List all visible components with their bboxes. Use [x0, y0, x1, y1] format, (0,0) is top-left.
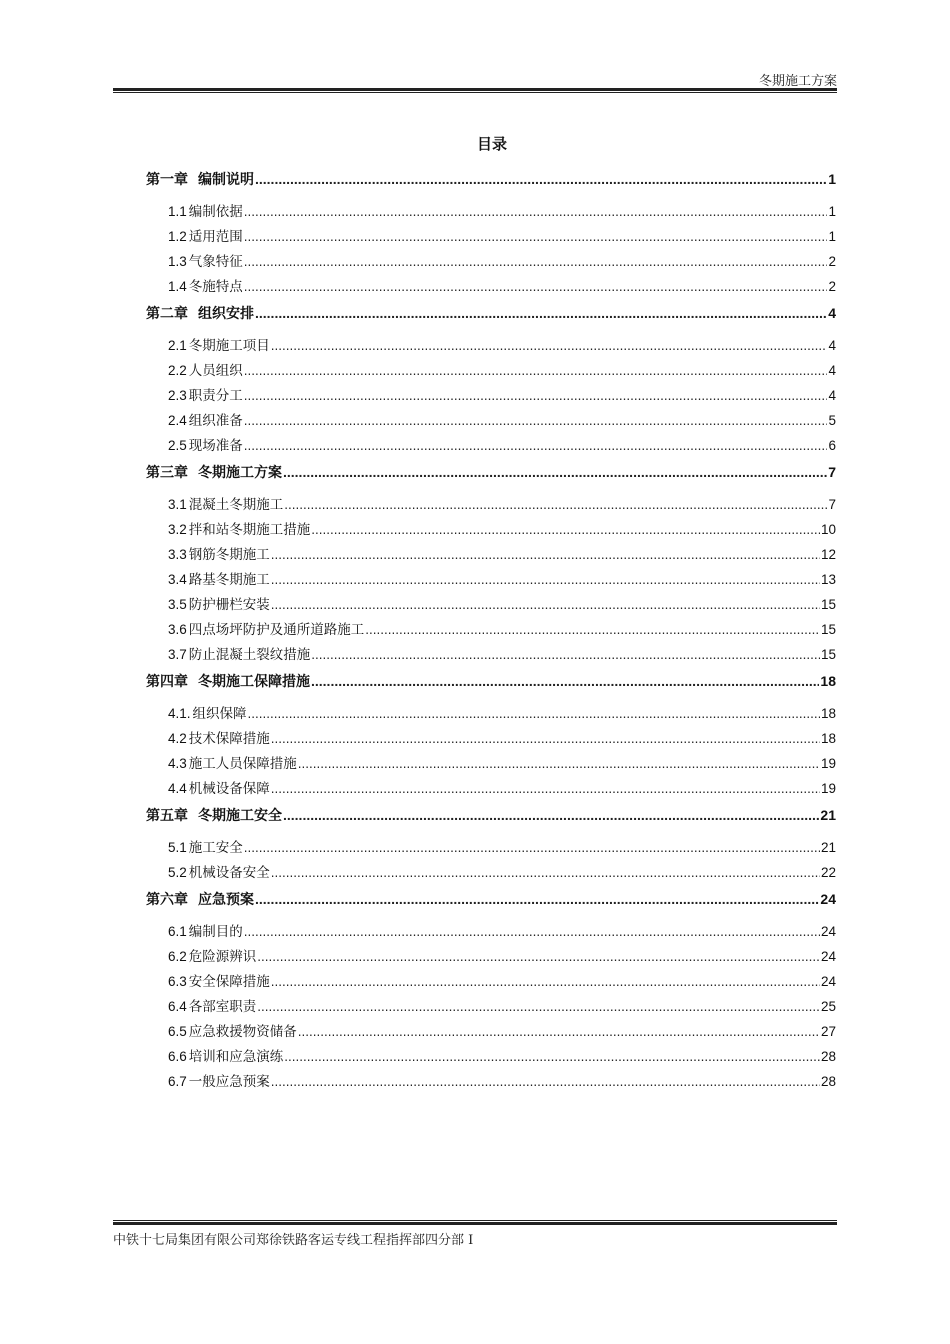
toc-section-entry[interactable] [146, 1069, 836, 1094]
toc-section-entry[interactable] [146, 433, 836, 458]
toc-entry-title: 冬期施工安全 [198, 807, 282, 823]
toc-dot-leader [255, 300, 827, 327]
toc-section-entry[interactable] [146, 860, 836, 885]
toc-entry-number: 3.5 [168, 597, 187, 612]
toc-dot-leader [244, 433, 828, 458]
toc-entry-page: 4 [828, 338, 836, 353]
toc-entry-title: 危险源辨识 [188, 949, 257, 965]
toc-entry-number: 3.2 [168, 522, 187, 537]
toc-entry-number: 4.4 [168, 781, 187, 796]
toc-entry-page: 1 [828, 229, 836, 244]
toc-section-entry[interactable] [146, 408, 836, 433]
toc-section-entry[interactable] [146, 592, 836, 617]
toc-entry-title: 冬施特点 [188, 279, 243, 295]
toc-entry-number: 第五章 [146, 807, 188, 823]
toc-section-entry[interactable] [146, 726, 836, 751]
toc-entry-title: 机械设备保障 [188, 781, 270, 797]
toc-entry-number: 4.1. [168, 706, 191, 721]
toc-chapter-entry[interactable] [146, 886, 836, 919]
toc-entry-number: 4.2 [168, 731, 187, 746]
toc-dot-leader [365, 617, 820, 642]
toc-section-entry[interactable] [146, 249, 836, 274]
toc-entry-number: 6.3 [168, 974, 187, 989]
toc-entry-number: 2.1 [168, 338, 187, 353]
toc-section-entry[interactable] [146, 969, 836, 994]
toc-entry-page: 7 [828, 464, 836, 480]
toc-entry-title: 机械设备安全 [188, 865, 270, 881]
toc-entry-number: 1.3 [168, 254, 187, 269]
toc-section-entry[interactable] [146, 358, 836, 383]
toc-dot-leader [298, 751, 820, 776]
header-rule [113, 88, 837, 93]
toc-entry-page: 5 [828, 413, 836, 428]
toc-entry-number: 第四章 [146, 673, 188, 689]
toc-dot-leader [283, 802, 819, 829]
toc-entry-number: 2.2 [168, 363, 187, 378]
toc-dot-leader [271, 776, 820, 801]
toc-entry-title: 人员组织 [188, 363, 243, 379]
toc-section-entry[interactable] [146, 383, 836, 408]
toc-entry-title: 冬期施工方案 [198, 464, 282, 480]
toc-entry-page: 13 [820, 572, 836, 587]
toc-dot-leader [271, 567, 820, 592]
toc-section-entry[interactable] [146, 751, 836, 776]
toc-entry-number: 3.1 [168, 497, 187, 512]
toc-dot-leader [248, 701, 820, 726]
toc-dot-leader [283, 459, 827, 486]
toc-entry-number: 2.5 [168, 438, 187, 453]
toc-entry-page: 4 [828, 363, 836, 378]
toc-entry-title: 路基冬期施工 [188, 572, 270, 588]
toc-section-entry[interactable] [146, 617, 836, 642]
toc-dot-leader [244, 274, 828, 299]
toc-entry-title: 组织准备 [188, 413, 243, 429]
toc-entry-number: 6.2 [168, 949, 187, 964]
toc-entry-number: 第六章 [146, 891, 188, 907]
toc-section-entry[interactable] [146, 944, 836, 969]
toc-dot-leader [244, 224, 828, 249]
header-title: 冬期施工方案 [758, 74, 837, 89]
toc-section-entry[interactable] [146, 492, 836, 517]
toc-dot-leader [244, 835, 820, 860]
toc-entry-page: 6 [828, 438, 836, 453]
toc-section-entry[interactable] [146, 642, 836, 667]
toc-entry-page: 1 [828, 171, 836, 187]
toc-entry-number: 6.1 [168, 924, 187, 939]
toc-entry-page: 4 [828, 388, 836, 403]
toc-entry-number: 2.3 [168, 388, 187, 403]
toc-section-entry[interactable] [146, 274, 836, 299]
toc-entry-title: 现场准备 [188, 438, 243, 454]
toc-dot-leader [244, 249, 828, 274]
toc-entry-number: 5.1 [168, 840, 187, 855]
toc-entry-page: 28 [820, 1049, 836, 1064]
toc-entry-title: 技术保障措施 [188, 731, 270, 747]
toc-entry-page: 15 [820, 647, 836, 662]
toc-entry-title: 防止混凝土裂纹措施 [188, 647, 311, 663]
toc-entry-title: 气象特征 [188, 254, 243, 270]
toc-entry-page: 18 [820, 706, 836, 721]
toc-entry-number: 1.1 [168, 204, 187, 219]
toc-entry-number: 第一章 [146, 171, 188, 187]
toc-entry-title: 应急救援物资储备 [188, 1024, 297, 1040]
toc-chapter-entry[interactable] [146, 668, 836, 701]
toc-entry-title: 适用范围 [188, 229, 243, 245]
footer-rule [113, 1220, 837, 1225]
toc-entry-title: 混凝土冬期施工 [188, 497, 284, 513]
toc-entry-title: 培训和应急演练 [188, 1049, 284, 1065]
toc-dot-leader [244, 199, 828, 224]
toc-dot-leader [271, 592, 820, 617]
toc-entry-title: 防护栅栏安装 [188, 597, 270, 613]
toc-entry-number: 第三章 [146, 464, 188, 480]
toc-section-entry[interactable] [146, 919, 836, 944]
toc-dot-leader [271, 333, 828, 358]
toc-chapter-entry[interactable] [146, 166, 836, 199]
toc-entry-number: 3.6 [168, 622, 187, 637]
toc-entry-number: 5.2 [168, 865, 187, 880]
toc-entry-number: 3.7 [168, 647, 187, 662]
toc-section-entry[interactable] [146, 776, 836, 801]
toc-section-entry[interactable] [146, 701, 836, 726]
toc-section-entry[interactable] [146, 567, 836, 592]
toc-title: 目录 [476, 136, 507, 153]
toc-dot-leader [244, 383, 828, 408]
toc-entry-title: 编制目的 [188, 924, 243, 940]
toc-entry-number: 3.3 [168, 547, 187, 562]
toc-dot-leader [255, 886, 819, 913]
toc-entry-page: 19 [820, 781, 836, 796]
toc-entry-title: 钢筋冬期施工 [188, 547, 270, 563]
toc-entry-number: 1.4 [168, 279, 187, 294]
toc-entry-title: 组织安排 [198, 305, 254, 321]
toc-dot-leader [271, 542, 820, 567]
toc-entry-number: 2.4 [168, 413, 187, 428]
toc-entry-page: 7 [828, 497, 836, 512]
toc-entry-title: 编制依据 [188, 204, 243, 220]
toc-entry-number: 第二章 [146, 305, 188, 321]
toc-dot-leader [255, 166, 827, 193]
toc-section-entry[interactable] [146, 835, 836, 860]
toc-dot-leader [311, 668, 819, 695]
toc-dot-leader [271, 969, 820, 994]
toc-entry-title: 施工安全 [188, 840, 243, 856]
toc-entry-title: 组织保障 [192, 706, 247, 722]
toc-dot-leader [244, 919, 820, 944]
toc-entry-page: 27 [820, 1024, 836, 1039]
toc-entry-title: 各部室职责 [188, 999, 257, 1015]
toc-entry-page: 25 [820, 999, 836, 1014]
toc-entry-page: 24 [820, 949, 836, 964]
toc-entry-number: 6.6 [168, 1049, 187, 1064]
toc-entry-page: 24 [820, 924, 836, 939]
toc-dot-leader [244, 358, 828, 383]
toc-chapter-entry[interactable] [146, 459, 836, 492]
toc-chapter-entry[interactable] [146, 802, 836, 835]
toc-entry-page: 18 [820, 673, 836, 689]
toc-entry-page: 2 [828, 279, 836, 294]
toc-entry-page: 1 [828, 204, 836, 219]
toc-entry-number: 6.4 [168, 999, 187, 1014]
toc-entry-title: 冬期施工保障措施 [198, 673, 310, 689]
toc-entry-page: 19 [820, 756, 836, 771]
toc-entry-page: 24 [820, 891, 836, 907]
toc-entry-page: 18 [820, 731, 836, 746]
toc-entry-title: 拌和站冬期施工措施 [188, 522, 311, 538]
toc-entry-number: 6.7 [168, 1074, 187, 1089]
toc-section-entry[interactable] [146, 1019, 836, 1044]
toc-section-entry[interactable] [146, 517, 836, 542]
toc-section-entry[interactable] [146, 199, 836, 224]
toc-entry-number: 4.3 [168, 756, 187, 771]
toc-section-entry[interactable] [146, 542, 836, 567]
toc-entry-number: 6.5 [168, 1024, 187, 1039]
toc-dot-leader [311, 642, 820, 667]
toc-section-entry[interactable] [146, 994, 836, 1019]
toc-dot-leader [284, 492, 827, 517]
toc-dot-leader [271, 1069, 820, 1094]
toc-chapter-entry[interactable] [146, 300, 836, 333]
toc-entry-page: 24 [820, 974, 836, 989]
toc-section-entry[interactable] [146, 333, 836, 358]
toc-entry-page: 21 [820, 840, 836, 855]
toc-dot-leader [271, 860, 820, 885]
toc-section-entry[interactable] [146, 1044, 836, 1069]
toc-entry-title: 编制说明 [198, 171, 254, 187]
toc-dot-leader [298, 1019, 820, 1044]
toc-entry-page: 21 [820, 807, 836, 823]
toc-entry-number: 3.4 [168, 572, 187, 587]
toc-dot-leader [257, 994, 820, 1019]
footer-text: 中铁十七局集团有限公司郑徐铁路客运专线工程指挥部四分部 I [113, 1233, 474, 1248]
toc-dot-leader [311, 517, 820, 542]
toc-entry-title: 职责分工 [188, 388, 243, 404]
toc-entry-page: 22 [820, 865, 836, 880]
toc-dot-leader [271, 726, 820, 751]
toc-entry-title: 一般应急预案 [188, 1074, 270, 1090]
toc-dot-leader [284, 1044, 820, 1069]
toc-entry-title: 四点场坪防护及通所道路施工 [188, 622, 365, 638]
toc-entry-title: 应急预案 [198, 891, 254, 907]
toc-section-entry[interactable] [146, 224, 836, 249]
toc-entry-page: 2 [828, 254, 836, 269]
toc-entry-title: 施工人员保障措施 [188, 756, 297, 772]
toc-entry-number: 1.2 [168, 229, 187, 244]
toc-entry-page: 12 [820, 547, 836, 562]
toc-entry-page: 10 [820, 522, 836, 537]
toc-entry-page: 15 [820, 597, 836, 612]
toc-entry-title: 安全保障措施 [188, 974, 270, 990]
toc-entry-page: 28 [820, 1074, 836, 1089]
toc-entry-page: 4 [828, 305, 836, 321]
toc-entry-title: 冬期施工项目 [188, 338, 270, 354]
toc-dot-leader [257, 944, 820, 969]
table-of-contents [146, 165, 836, 1094]
toc-dot-leader [244, 408, 828, 433]
toc-entry-page: 15 [820, 622, 836, 637]
